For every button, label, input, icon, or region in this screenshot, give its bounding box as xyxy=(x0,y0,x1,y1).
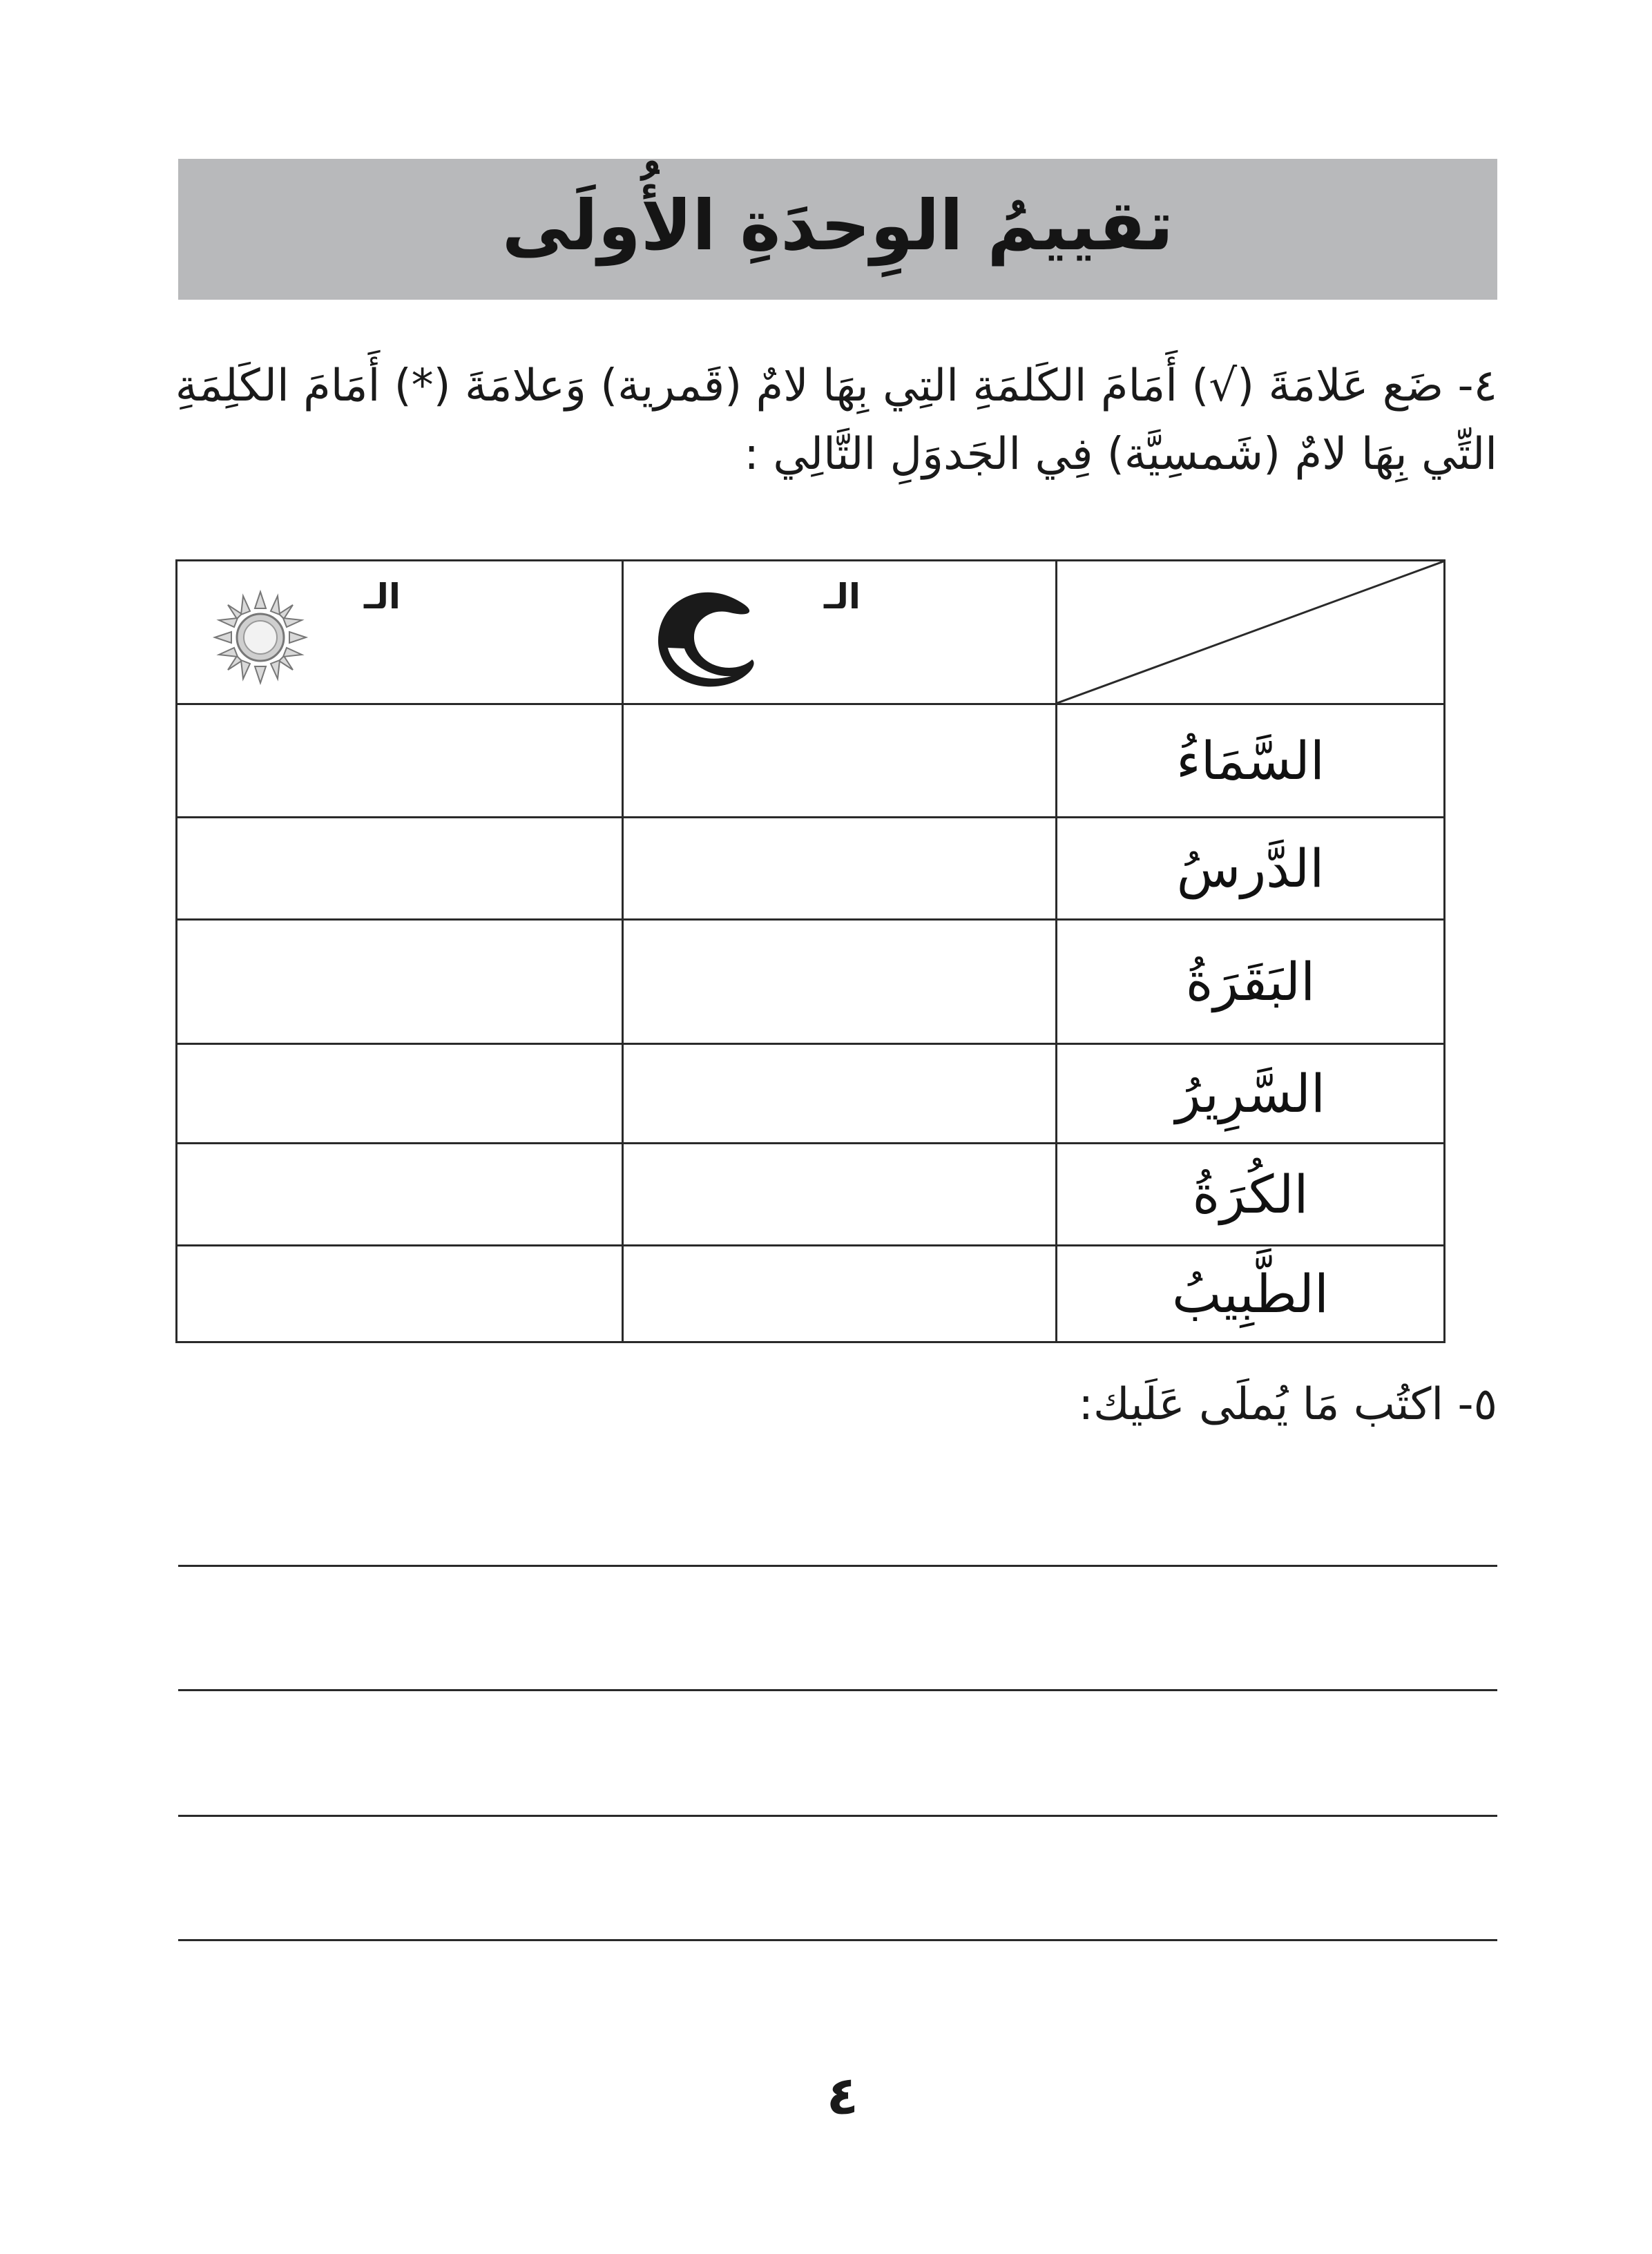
sun-icon xyxy=(212,589,309,686)
page-number: ٤ xyxy=(826,2065,859,2126)
word-cell: السَّمَاءُ xyxy=(1057,704,1445,818)
qamari-header-label: الـ xyxy=(824,577,861,617)
table-row xyxy=(177,704,1445,818)
word-cell: الكُرَةُ xyxy=(1057,1144,1445,1246)
word-cell: البَقَرَةُ xyxy=(1057,920,1445,1044)
table-row xyxy=(177,920,1445,1044)
word-cell: الطَّبِيبُ xyxy=(1057,1246,1445,1342)
table-row xyxy=(177,818,1445,920)
table-row xyxy=(177,1044,1445,1144)
qamari-answer-cell[interactable] xyxy=(623,704,1057,818)
table-row xyxy=(177,1144,1445,1246)
shamsi-answer-cell[interactable] xyxy=(177,818,623,920)
question-5 xyxy=(144,1371,1497,1439)
shamsi-header-label: الـ xyxy=(364,577,401,617)
corner-cell xyxy=(1057,561,1445,704)
shamsi-answer-cell[interactable] xyxy=(177,1144,623,1246)
writing-line[interactable] xyxy=(178,1815,1497,1817)
table-header-row xyxy=(177,561,1445,704)
question-4 xyxy=(144,352,1497,489)
shamsi-answer-cell[interactable] xyxy=(177,920,623,1044)
question-4-line-1: ٤- ضَع عَلامَةَ (√) أَمَامَ الكَلمَةِ التِي بِهَا لامٌ (قَمرية) وَعلامَةَ (*) أَمَامَ الكَلِمَةِ xyxy=(175,360,1497,412)
corner-diagonal xyxy=(1057,561,1443,703)
shamsi-answer-cell[interactable] xyxy=(177,1246,623,1342)
qamari-answer-cell[interactable] xyxy=(623,1044,1057,1144)
shamsi-header-cell xyxy=(177,561,623,704)
shamsi-answer-cell[interactable] xyxy=(177,704,623,818)
word-cell: الدَّرسُ xyxy=(1057,818,1445,920)
question-5-text: ٥- اكتُب مَا يُملَى عَلَيك: xyxy=(1078,1379,1497,1430)
writing-line[interactable] xyxy=(178,1689,1497,1691)
qamari-answer-cell[interactable] xyxy=(623,818,1057,920)
question-4-line-2: التِّي بِهَا لامٌ (شَمسِيَّة) فِي الجَدوَلِ التَّالِي : xyxy=(744,429,1497,481)
word-cell: السَّرِيرُ xyxy=(1057,1044,1445,1144)
qamari-answer-cell[interactable] xyxy=(623,920,1057,1044)
qamari-answer-cell[interactable] xyxy=(623,1246,1057,1342)
writing-line[interactable] xyxy=(178,1565,1497,1567)
crescent-moon-icon xyxy=(649,582,766,693)
qamari-header-cell xyxy=(623,561,1057,704)
writing-line[interactable] xyxy=(178,1939,1497,1941)
lam-classification-table xyxy=(175,559,1443,1341)
table-row xyxy=(177,1246,1445,1342)
page-title: تقييمُ الوِحدَةِ الأُولَى xyxy=(501,185,1174,266)
shamsi-answer-cell[interactable] xyxy=(177,1044,623,1144)
qamari-answer-cell[interactable] xyxy=(623,1144,1057,1246)
title-banner xyxy=(178,159,1497,300)
